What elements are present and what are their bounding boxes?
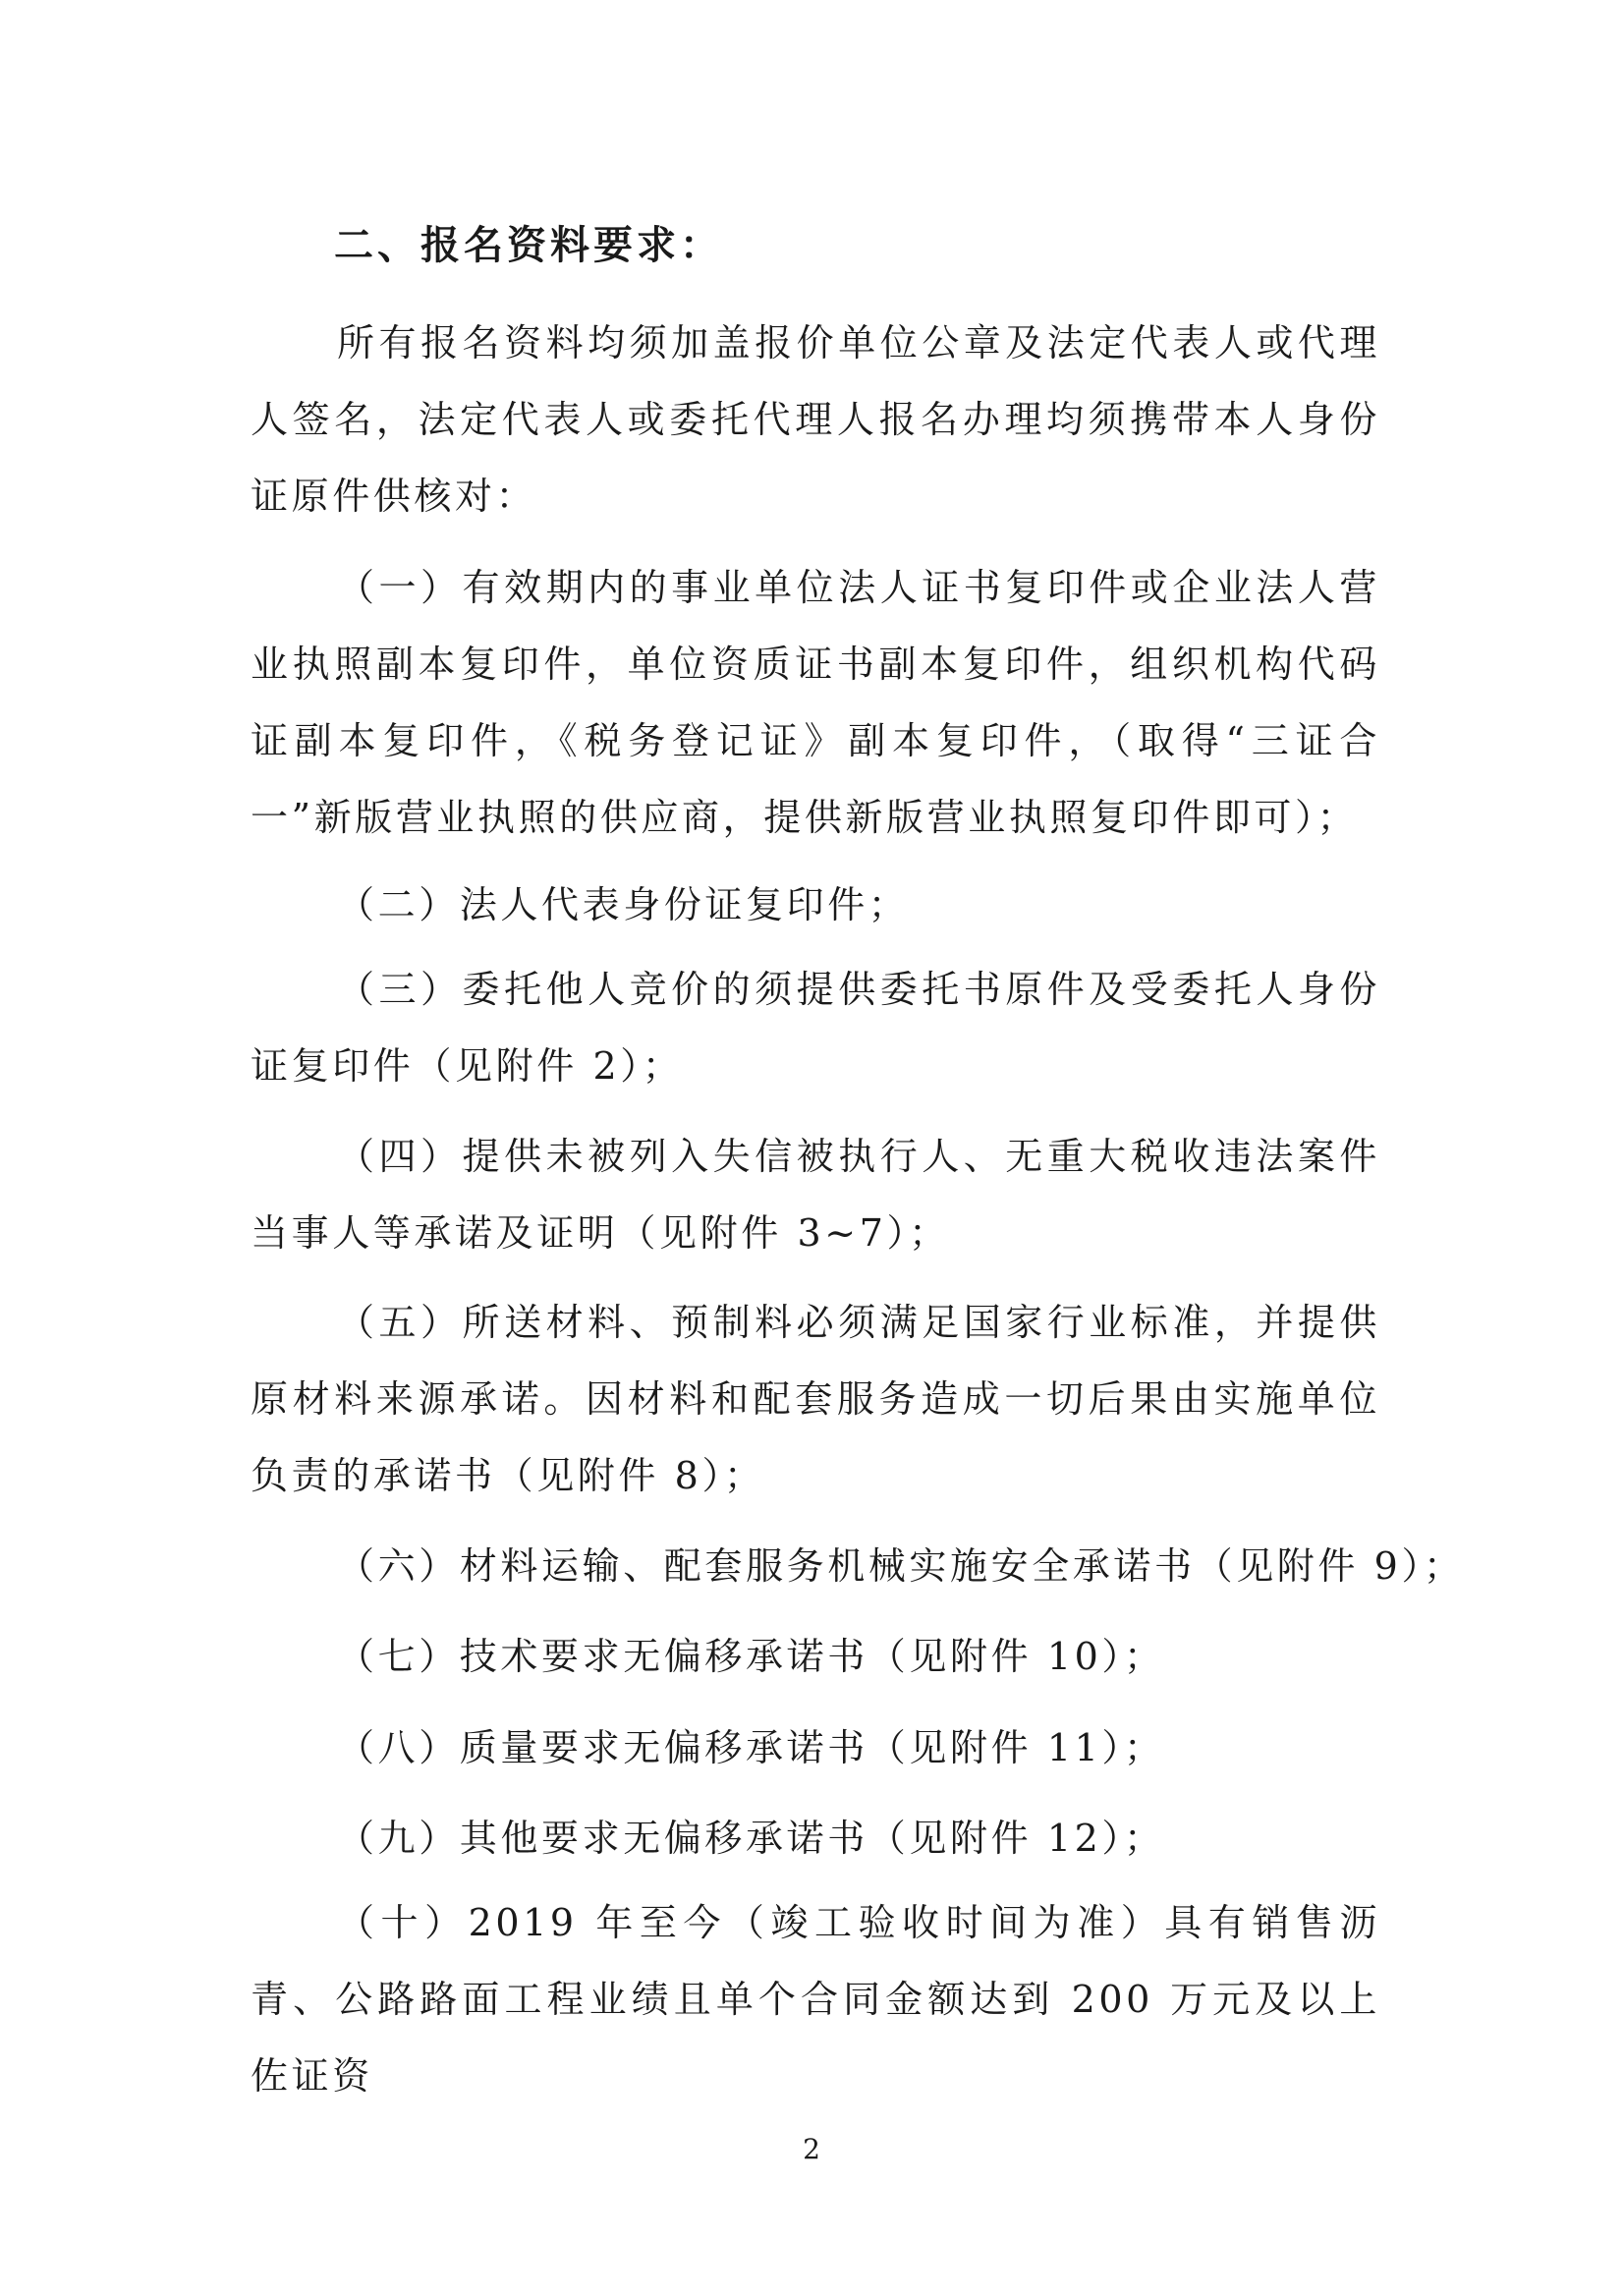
requirement-item-2: （二）法人代表身份证复印件； — [337, 883, 910, 926]
section-heading: 二、报名资料要求： — [334, 222, 723, 268]
requirement-item-4: （四）提供未被列入失信被执行人、无重大税收违法案件当事人等承诺及证明（见附件 3~7）； — [251, 1135, 1380, 1255]
requirement-item-3: （三）委托他人竞价的须提供委托书原件及受委托人身份证复印件（见附件 2）； — [251, 968, 1380, 1088]
requirement-item-9: （九）其他要求无偏移承诺书（见附件 12）； — [337, 1817, 1165, 1860]
requirement-item-10: （十）2019 年至今（竣工验收时间为准）具有销售沥青、公路路面工程业绩且单个合同金额达到 200 万元及以上佐证资 — [251, 1901, 1380, 2098]
requirement-item-6: （六）材料运输、配套服务机械实施安全承诺书（见附件 9）； — [337, 1544, 1465, 1588]
requirement-item-5: （五）所送材料、预制料必须满足国家行业标准，并提供原材料来源承诺。因材料和配套服务造成一切后果由实施单位负责的承诺书（见附件 8）； — [251, 1301, 1380, 1497]
requirement-item-1: （一）有效期内的事业单位法人证书复印件或企业法人营业执照副本复印件，单位资质证书副本复印件，组织机构代码证副本复印件，《税务登记证》副本复印件，（取得“三证合一”新版营业执照的供应商，提供新版营业执照复印件即可）； — [251, 566, 1380, 839]
requirement-item-8: （八）质量要求无偏移承诺书（见附件 11）； — [337, 1726, 1165, 1769]
requirement-item-7: （七）技术要求无偏移承诺书（见附件 10）； — [337, 1635, 1165, 1678]
page-number: 2 — [803, 2133, 820, 2165]
intro-paragraph: 所有报名资料均须加盖报价单位公章及法定代表人或代理人签名，法定代表人或委托代理人报名办理均须携带本人身份证原件供核对： — [251, 321, 1380, 518]
